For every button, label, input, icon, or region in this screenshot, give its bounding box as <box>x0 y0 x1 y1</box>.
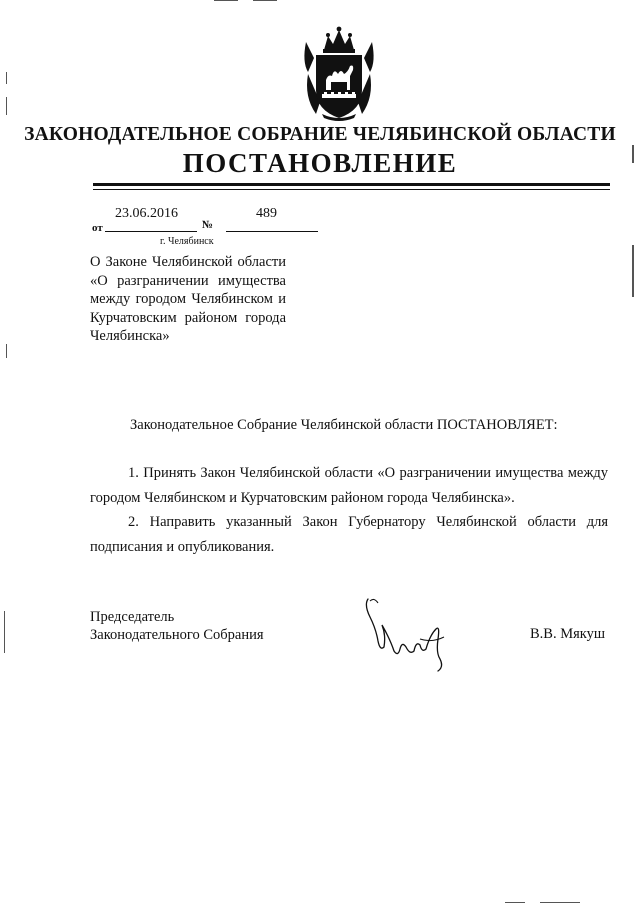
date-underline <box>105 231 197 232</box>
number-prefix: № <box>202 219 214 231</box>
scan-artifact <box>253 0 277 1</box>
date-prefix: от <box>92 222 103 234</box>
document-type-title: ПОСТАНОВЛЕНИЕ <box>182 148 458 178</box>
signer-title <box>90 608 264 644</box>
scan-artifact <box>4 611 5 653</box>
scan-artifact <box>6 97 7 115</box>
resolution-item-1: 1. Принять Закон Челябинской области «О разграничении имущества между городом Челябинском и Курчатовским районом города Челябинска». <box>90 465 608 506</box>
scan-artifact <box>6 344 7 358</box>
handwritten-signature <box>360 595 460 675</box>
document-number: 489 <box>256 206 277 221</box>
resolution-item-2: 2. Направить указанный Закон Губернатору Челябинской области для подписания и опубликования. <box>90 514 608 555</box>
scan-artifact <box>505 902 525 903</box>
scan-artifact <box>632 245 634 297</box>
header-rule-thick <box>93 183 610 186</box>
signer-name: В.В. Мякуш <box>530 626 606 642</box>
document-date: 23.06.2016 <box>115 206 178 221</box>
signer-title-line-2: Законодательного Собрания <box>90 627 264 643</box>
document-city: г. Челябинск <box>160 236 214 247</box>
header-rule-thin <box>93 189 610 190</box>
preamble: Законодательное Собрание Челябинской области ПОСТАНОВЛЯЕТ: <box>130 417 558 433</box>
scan-artifact <box>214 0 238 1</box>
number-underline <box>226 231 318 232</box>
scan-artifact <box>6 72 7 84</box>
signer-title-line-1: Председатель <box>90 609 175 625</box>
organization-name: ЗАКОНОДАТЕЛЬНОЕ СОБРАНИЕ ЧЕЛЯБИНСКОЙ ОБЛАСТИ <box>24 124 616 145</box>
scan-artifact <box>540 902 580 903</box>
chelyabinsk-coat-of-arms-icon <box>298 22 380 122</box>
document-subject: О Законе Челябинской области «О разграничении имущества между городом Челябинском и Курчатовским районом города Челябинска» <box>90 254 286 344</box>
